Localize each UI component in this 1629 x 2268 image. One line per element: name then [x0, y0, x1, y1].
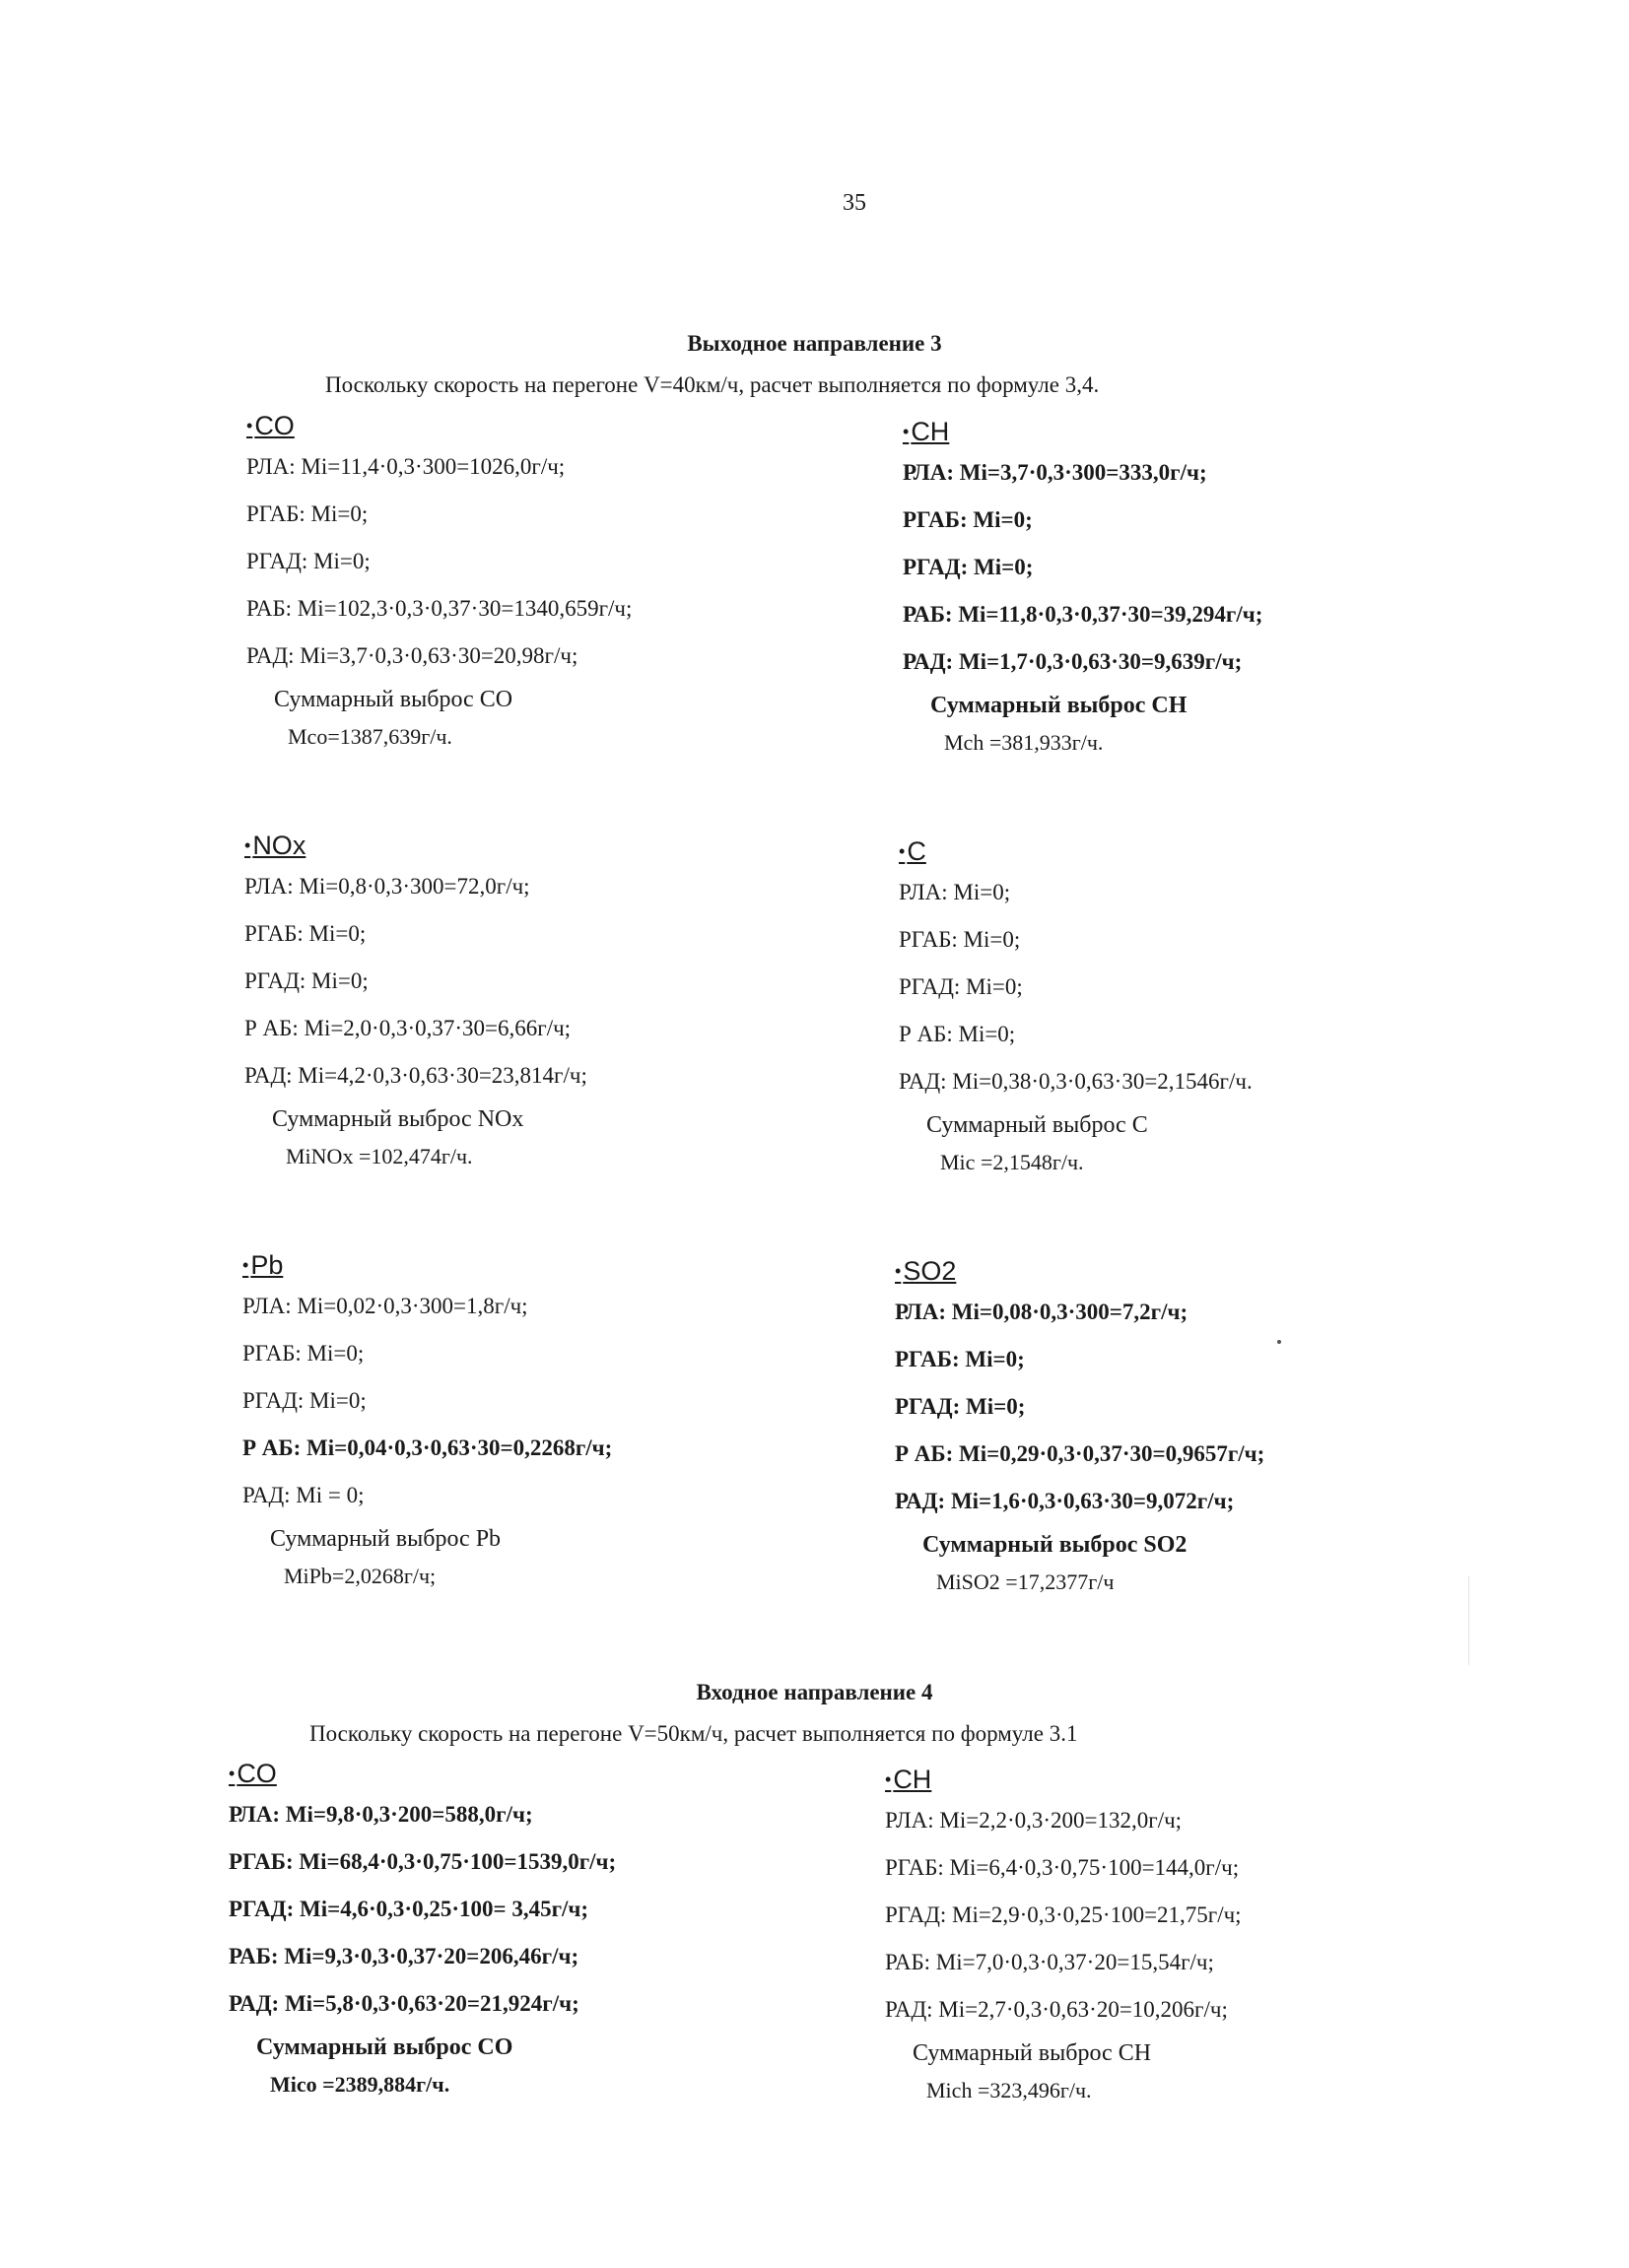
formula-line: Р АБ: Mi=0,04·0,3·0,63·30=0,2268г/ч;	[242, 1435, 613, 1460]
formula-line: РГАБ: Mi=0;	[895, 1347, 1025, 1371]
section-3-intro: Поскольку скорость на перегоне V=40км/ч, расчет выполняется по формуле 3,4.	[325, 372, 1100, 397]
substance-title: •CH	[885, 1765, 932, 1794]
total-value: Mich =323,496г/ч.	[926, 2078, 1092, 2102]
formula-line: РАД: Mi=1,7·0,3·0,63·30=9,639г/ч;	[903, 649, 1243, 674]
formula-line: РЛА: Mi=9,8·0,3·200=588,0г/ч;	[229, 1802, 533, 1827]
total-value: Mco=1387,639г/ч.	[288, 724, 452, 749]
formula-line: РГАД: Mi=0;	[246, 549, 371, 573]
formula-line: РГАБ: Mi=6,4·0,3·0,75·100=144,0г/ч;	[885, 1855, 1240, 1880]
block-ch-section-3	[903, 414, 1494, 761]
section-4-heading: Входное направление 4	[696, 1680, 933, 1704]
formula-line: РГАД: Mi=4,6·0,3·0,25·100= 3,45г/ч;	[229, 1897, 589, 1921]
total-label: Суммарный выброс NOx	[272, 1106, 524, 1132]
formula-line: РАБ: Mi=7,0·0,3·0,37·20=15,54г/ч;	[885, 1950, 1214, 1974]
total-value: MiPb=2,0268г/ч;	[284, 1564, 437, 1588]
block-so2-section-3	[895, 1253, 1486, 1600]
scan-speck	[1277, 1340, 1281, 1344]
formula-line: РЛА: Mi=2,2·0,3·200=132,0г/ч;	[885, 1808, 1183, 1833]
formula-line: РГАД: Mi=0;	[242, 1388, 367, 1413]
total-value: Mic =2,1548г/ч.	[940, 1150, 1084, 1174]
section-4-intro: Поскольку скорость на перегоне V=50км/ч, расчет выполняется по формуле 3.1	[309, 1721, 1078, 1746]
total-label: Суммарный выброс CH	[913, 2040, 1152, 2066]
formula-line: Р АБ: Mi=2,0·0,3·0,37·30=6,66г/ч;	[244, 1016, 572, 1040]
formula-line: РАБ: Mi=9,3·0,3·0,37·20=206,46г/ч;	[229, 1944, 579, 1968]
formula-line: РГАД: Mi=0;	[895, 1394, 1026, 1419]
total-value: Mico =2389,884г/ч.	[270, 2072, 450, 2097]
total-label: Суммарный выброс C	[926, 1112, 1148, 1138]
formula-line: РГАД: Mi=0;	[244, 968, 369, 993]
formula-line: РГАБ: Mi=0;	[244, 921, 367, 946]
total-label: Суммарный выброс CO	[256, 2035, 513, 2060]
scan-edge-line	[1468, 1576, 1469, 1665]
block-co-section-3	[246, 408, 838, 755]
total-value: Mch =381,933г/ч.	[944, 730, 1104, 755]
block-nox-section-3	[244, 828, 836, 1174]
formula-line: РЛА: Mi=0,02·0,3·300=1,8г/ч;	[242, 1294, 528, 1318]
formula-line: РАД: Mi=4,2·0,3·0,63·30=23,814г/ч;	[244, 1063, 587, 1088]
substance-title: •C	[899, 836, 926, 866]
formula-line: Р АБ: Mi=0;	[899, 1022, 1016, 1046]
block-ch-section-4	[885, 1762, 1476, 2108]
formula-line: РГАБ: Mi=0;	[903, 507, 1033, 532]
total-label: Суммарный выброс SO2	[922, 1532, 1188, 1558]
formula-line: РГАБ: Mi=68,4·0,3·0,75·100=1539,0г/ч;	[229, 1849, 617, 1874]
formula-line: РГАБ: Mi=0;	[899, 927, 1021, 952]
formula-line: РАД: Mi = 0;	[242, 1483, 365, 1507]
formula-line: РГАД: Mi=0;	[903, 555, 1034, 579]
formula-line: РГАД: Mi=2,9·0,3·0,25·100=21,75г/ч;	[885, 1902, 1242, 1927]
substance-title: •NOx	[244, 831, 306, 860]
total-label: Суммарный выброс CO	[274, 687, 513, 712]
block-co-section-4	[229, 1756, 820, 2102]
formula-line: Р АБ: Mi=0,29·0,3·0,37·30=0,9657г/ч;	[895, 1441, 1265, 1466]
formula-line: РАД: Mi=0,38·0,3·0,63·30=2,1546г/ч.	[899, 1069, 1253, 1094]
block-c-section-3	[899, 834, 1490, 1180]
formula-line: РЛА: Mi=11,4·0,3·300=1026,0г/ч;	[246, 454, 566, 479]
substance-title: •CO	[246, 411, 295, 440]
total-value: MiNOx =102,474г/ч.	[286, 1144, 473, 1168]
formula-line: РАД: Mi=2,7·0,3·0,63·20=10,206г/ч;	[885, 1997, 1228, 2022]
total-label: Суммарный выброс CH	[930, 693, 1188, 718]
formula-line: РАБ: Mi=11,8·0,3·0,37·30=39,294г/ч;	[903, 602, 1263, 627]
formula-line: РАД: Mi=3,7·0,3·0,63·30=20,98г/ч;	[246, 643, 578, 668]
substance-title: •CO	[229, 1759, 277, 1788]
formula-line: РГАД: Mi=0;	[899, 974, 1023, 999]
total-value: MiSO2 =17,2377г/ч	[936, 1569, 1115, 1594]
formula-line: РЛА: Mi=3,7·0,3·300=333,0г/ч;	[903, 460, 1207, 485]
formula-line: РАД: Mi=1,6·0,3·0,63·30=9,072г/ч;	[895, 1489, 1235, 1513]
substance-title: •SO2	[895, 1256, 957, 1286]
formula-line: РГАБ: Mi=0;	[246, 501, 369, 526]
block-pb-section-3	[242, 1247, 834, 1594]
total-label: Суммарный выброс Pb	[270, 1526, 502, 1552]
section-3-heading: Выходное направление 3	[687, 331, 942, 356]
substance-title: •Pb	[242, 1250, 284, 1280]
formula-line: РЛА: Mi=0;	[899, 880, 1011, 904]
page-number: 35	[843, 190, 866, 216]
formula-line: РЛА: Mi=0,08·0,3·300=7,2г/ч;	[895, 1300, 1188, 1324]
formula-line: РАБ: Mi=102,3·0,3·0,37·30=1340,659г/ч;	[246, 596, 633, 621]
formula-line: РАД: Mi=5,8·0,3·0,63·20=21,924г/ч;	[229, 1991, 579, 2016]
formula-line: РЛА: Mi=0,8·0,3·300=72,0г/ч;	[244, 874, 530, 899]
substance-title: •CH	[903, 417, 950, 446]
formula-line: РГАБ: Mi=0;	[242, 1341, 365, 1366]
